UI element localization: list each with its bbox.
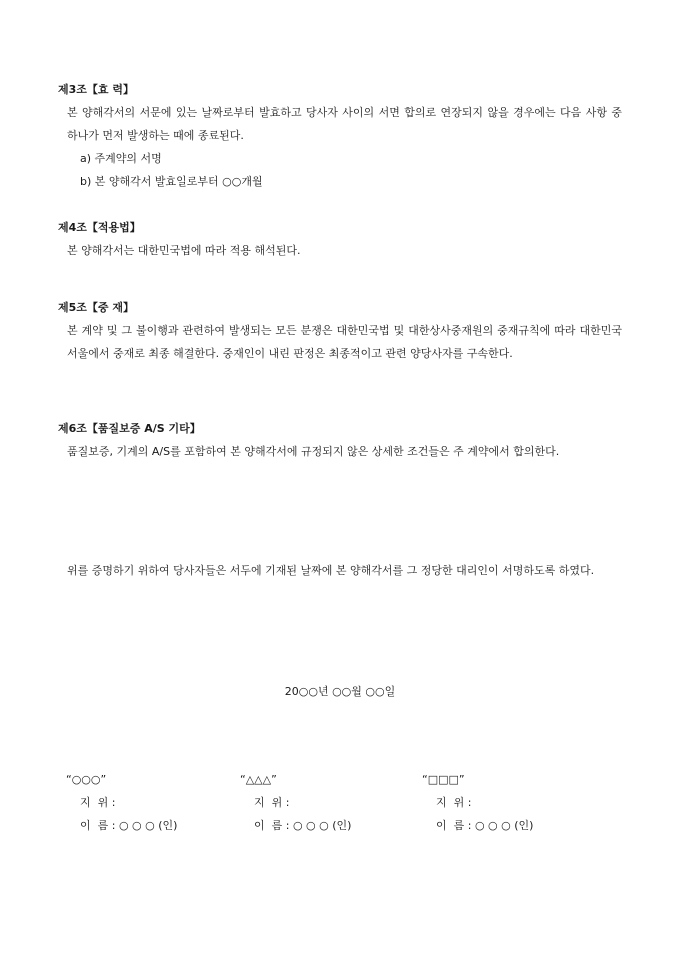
party-name: “□□□”: [422, 773, 465, 786]
article-4-title: 제4조【적용법】: [58, 221, 141, 234]
article-3-item-b: b) 본 양해각서 발효일로부터 ○○개월: [80, 175, 263, 188]
closing-statement: 위를 증명하기 위하여 당사자들은 서두에 기재된 날짜에 본 양해각서를 그 정당한 대리인이 서명하도록 하였다.: [67, 564, 595, 577]
signature-block-2: [240, 768, 420, 837]
article-5-body: 본 계약 및 그 불이행과 관련하여 발생되는 모든 분쟁은 대한민국법 및 대한상사중재원의 중재규칙에 따라 대한민국 서울에서 중재로 최종 해결한다. 중재인이 내린 판정은 최종적이고 관련 양당사자를 구속한다.: [67, 324, 622, 360]
article-3-title: 제3조【효 력】: [58, 83, 134, 96]
article-4: [58, 216, 622, 262]
name-field: 이 름 : ○ ○ ○ (인): [436, 819, 534, 832]
article-3: [58, 78, 622, 193]
signature-block-1: [66, 768, 246, 837]
article-3-body: 본 양해각서의 서문에 있는 날짜로부터 발효하고 당사자 사이의 서면 합의로 연장되지 않을 경우에는 다음 사항 중 하나가 먼저 발생하는 때에 종료된다.: [67, 106, 622, 142]
article-6-body: 품질보증, 기계의 A/S를 포함하여 본 양해각서에 규정되지 않은 상세한 조건들은 주 계약에서 합의한다.: [67, 445, 560, 458]
position-field: 지 위 :: [254, 796, 290, 809]
article-5: [58, 296, 622, 365]
article-3-item-a: a) 주계약의 서명: [80, 152, 162, 165]
article-5-title: 제5조【중 재】: [58, 301, 134, 314]
article-6-title: 제6조【품질보증 A/S 기타】: [58, 422, 201, 435]
position-field: 지 위 :: [80, 796, 116, 809]
name-field: 이 름 : ○ ○ ○ (인): [80, 819, 178, 832]
article-6: [58, 417, 622, 463]
signature-block-3: [422, 768, 602, 837]
party-name: “○○○”: [66, 773, 107, 786]
name-field: 이 름 : ○ ○ ○ (인): [254, 819, 352, 832]
position-field: 지 위 :: [436, 796, 472, 809]
party-name: “△△△”: [240, 773, 277, 786]
signing-date: 20○○년 ○○월 ○○일: [284, 685, 396, 698]
article-4-body: 본 양해각서는 대한민국법에 따라 적용 해석된다.: [67, 244, 301, 257]
